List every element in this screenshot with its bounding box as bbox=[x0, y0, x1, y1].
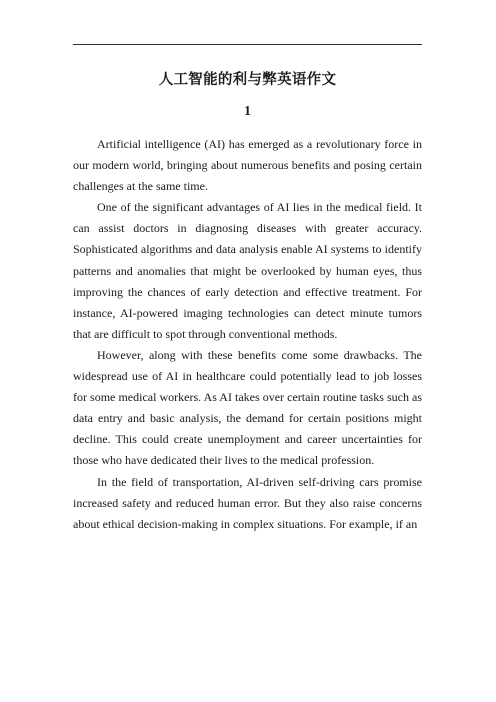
section-number: 1 bbox=[244, 103, 251, 118]
paragraph: Artificial intelligence (AI) has emerged as a revolutionary force in our modern world, bringing about numerous benefits and posing certain challenges at the same time. bbox=[73, 137, 422, 194]
paragraph: However, along with these benefits come some drawbacks. The widespread use of AI in healthcare could potentially lead to job losses for some medical workers. As AI takes over certain routine tasks such as data entry and basic analysis, the demand for certain positions might decline. This could create unemployment and career uncertainties for those who have dedicated their lives to the medical profession. bbox=[73, 347, 422, 468]
paragraph: One of the significant advantages of AI lies in the medical field. It can assist doctors in diagnosing diseases with greater accuracy. Sophisticated algorithms and data analysis enable AI systems to identify patterns and anomalies that might be overlooked by human eyes, thus improving the chances of early detection and effective treatment. For instance, AI-powered imaging technologies can detect minute tumors that are difficult to spot through conventional methods. bbox=[73, 200, 422, 341]
paragraph: In the field of transportation, AI-driven self-driving cars promise increased safety and reduced human error. But they also raise concerns about ethical decision-making in complex situations. For example, if an bbox=[73, 474, 422, 531]
header-rule bbox=[73, 44, 422, 45]
essay-body bbox=[73, 134, 422, 535]
document-title: 人工智能的利与弊英语作文 bbox=[158, 72, 337, 88]
